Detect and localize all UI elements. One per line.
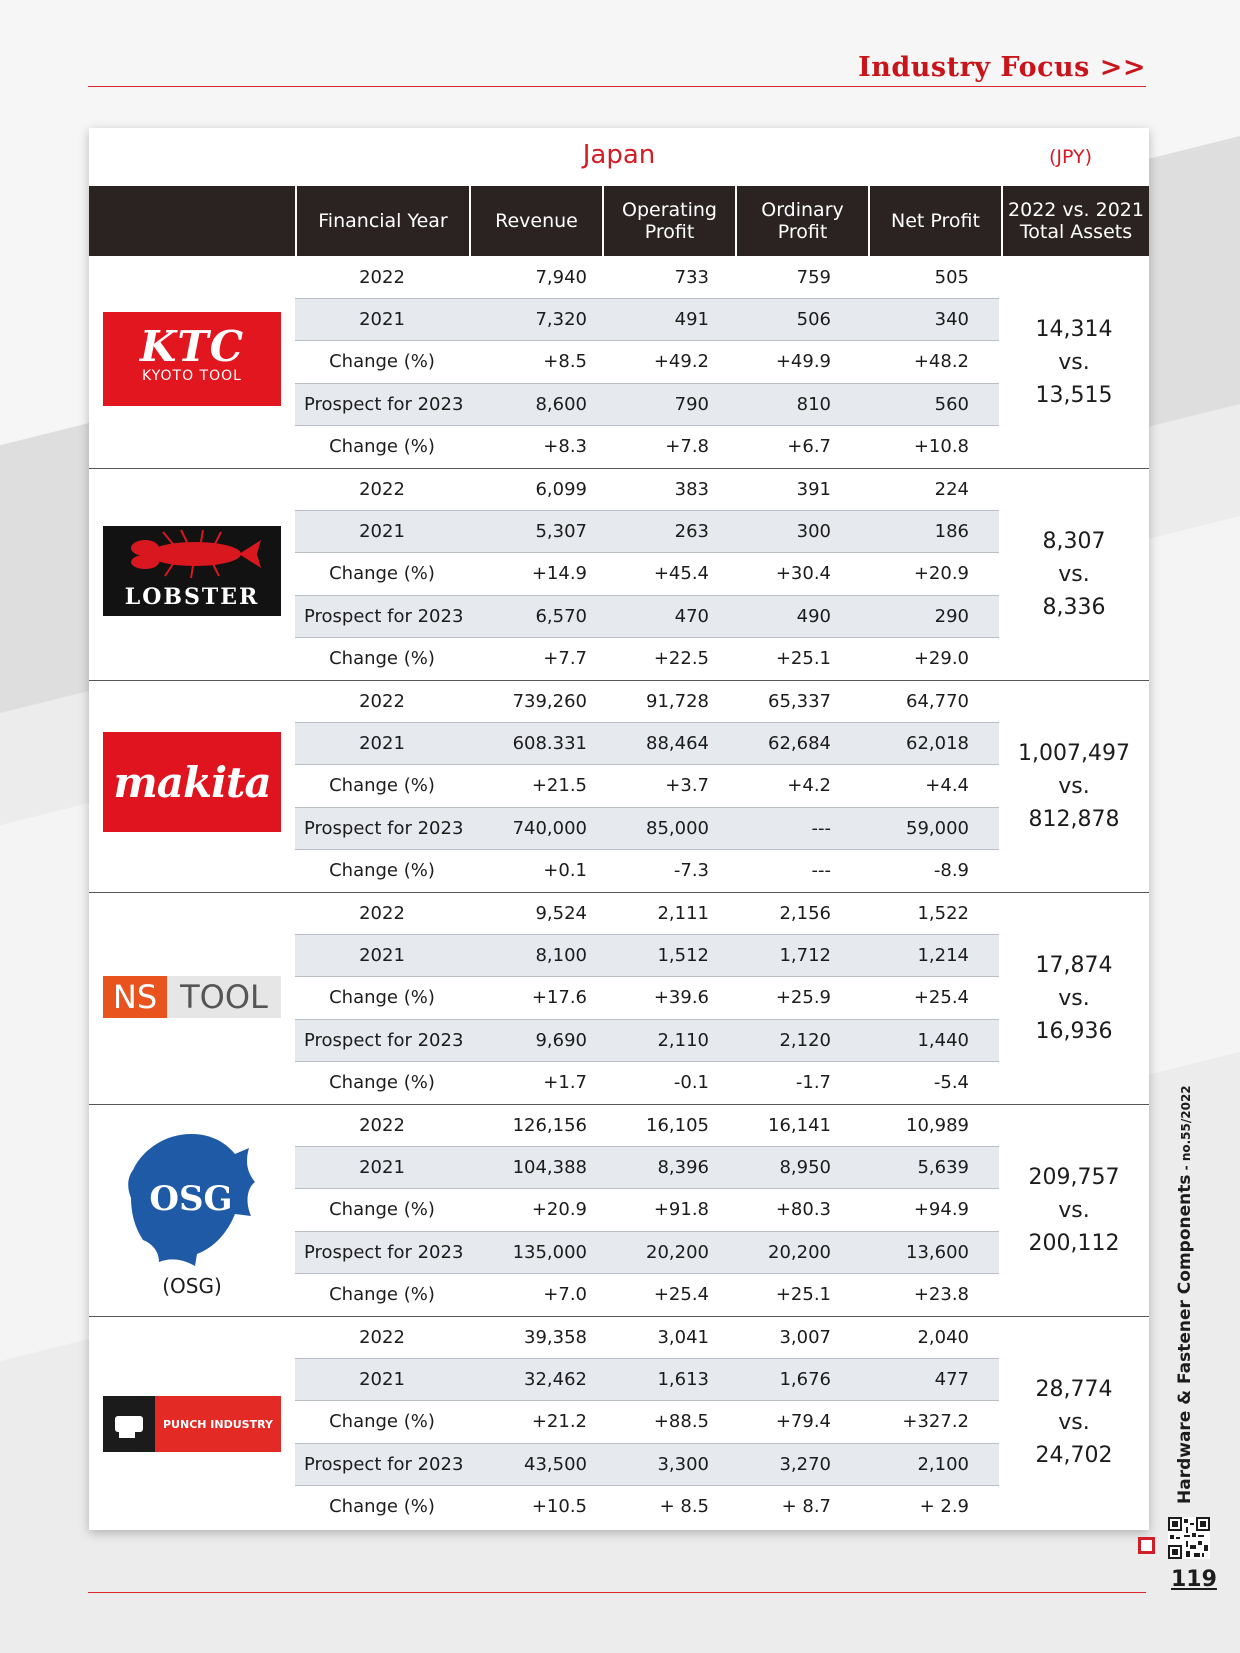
assets-vs-label: vs. (1058, 985, 1090, 1011)
cell-ordinary-profit: +79.4 (775, 1411, 831, 1433)
table-row (295, 1062, 999, 1104)
total-assets-cell (999, 256, 1149, 468)
table-row (295, 1019, 999, 1061)
cell-revenue: 8,600 (535, 393, 587, 415)
currency-label: (JPY) (1049, 146, 1093, 168)
cell-financial-year: Change (%) (329, 1199, 435, 1221)
cell-revenue: +8.5 (543, 351, 587, 373)
cell-revenue: 6,099 (535, 478, 587, 500)
cell-ordinary-profit: 2,120 (779, 1029, 831, 1051)
table-row (295, 1146, 999, 1188)
cell-ordinary-profit: 2,156 (779, 902, 831, 924)
cell-ordinary-profit: --- (811, 817, 831, 839)
table-row (295, 1443, 999, 1485)
cell-net-profit: +25.4 (913, 987, 969, 1009)
cell-operating-profit: +49.2 (653, 351, 709, 373)
table-row (295, 1401, 999, 1443)
cell-operating-profit: +7.8 (665, 436, 709, 458)
cell-revenue: +21.5 (531, 775, 587, 797)
cell-revenue: 739,260 (512, 690, 587, 712)
cell-net-profit: 64,770 (906, 690, 969, 712)
company-logo-cell (89, 468, 295, 680)
cell-ordinary-profit: +49.9 (775, 351, 831, 373)
footer-rule (88, 1592, 1146, 1593)
cell-financial-year: 2021 (359, 945, 405, 967)
qr-code-icon (1168, 1517, 1210, 1559)
cell-financial-year: 2022 (359, 478, 405, 500)
table-row (295, 383, 999, 425)
header-total-assets: 2022 vs. 2021 Total Assets (1001, 186, 1149, 256)
table-row (295, 341, 999, 383)
cell-operating-profit: 85,000 (646, 817, 709, 839)
cell-ordinary-profit: 506 (796, 309, 831, 331)
cell-ordinary-profit: 20,200 (768, 1241, 831, 1263)
cell-ordinary-profit: 1,712 (779, 945, 831, 967)
table-row (295, 553, 999, 595)
assets-value: 1,007,497 (1018, 740, 1130, 766)
header-net-profit: Net Profit (868, 186, 1001, 256)
cell-ordinary-profit: 3,270 (779, 1453, 831, 1475)
cell-financial-year: 2021 (359, 521, 405, 543)
cell-financial-year: Prospect for 2023 (304, 393, 464, 415)
cell-financial-year: 2022 (359, 902, 405, 924)
ktc-logo: KTC KYOTO TOOL (103, 312, 281, 406)
cell-operating-profit: 91,728 (646, 690, 709, 712)
cell-ordinary-profit: +80.3 (775, 1199, 831, 1221)
cell-operating-profit: 88,464 (646, 733, 709, 755)
cell-net-profit: +94.9 (913, 1199, 969, 1221)
cell-ordinary-profit: 810 (796, 393, 831, 415)
country-title: Japan (582, 140, 656, 170)
total-assets-cell (999, 1104, 1149, 1316)
table-row (295, 298, 999, 340)
cell-revenue: 6,570 (535, 605, 587, 627)
cell-ordinary-profit: 1,676 (779, 1369, 831, 1391)
cell-financial-year: Prospect for 2023 (304, 1241, 464, 1263)
cell-operating-profit: 1,512 (657, 945, 709, 967)
assets-value: 28,774 (1035, 1376, 1113, 1402)
cell-financial-year: Change (%) (329, 1284, 435, 1306)
cell-revenue: +21.2 (531, 1411, 587, 1433)
cell-operating-profit: +88.5 (653, 1411, 709, 1433)
cell-operating-profit: +39.6 (653, 987, 709, 1009)
cell-ordinary-profit: 759 (796, 266, 831, 288)
cell-net-profit: 477 (934, 1369, 969, 1391)
cell-operating-profit: 2,110 (657, 1029, 709, 1051)
cell-net-profit: +48.2 (913, 351, 969, 373)
assets-value: 14,314 (1035, 316, 1113, 342)
cell-revenue: +7.7 (543, 648, 587, 670)
cell-net-profit: -8.9 (933, 860, 969, 882)
assets-value: 8,307 (1042, 528, 1106, 554)
cell-revenue: 39,358 (524, 1326, 587, 1348)
cell-net-profit: 13,600 (906, 1241, 969, 1263)
cell-net-profit: 62,018 (906, 733, 969, 755)
cell-ordinary-profit: 16,141 (768, 1114, 831, 1136)
cell-net-profit: 290 (934, 605, 969, 627)
cell-operating-profit: +91.8 (653, 1199, 709, 1221)
cell-operating-profit: 733 (674, 266, 709, 288)
cell-revenue: +14.9 (531, 563, 587, 585)
page-number: 119 (1171, 1567, 1217, 1592)
cell-revenue: +20.9 (531, 1199, 587, 1221)
table-row (295, 892, 999, 934)
cell-ordinary-profit: + 8.7 (781, 1496, 831, 1518)
assets-vs-label: vs. (1058, 349, 1090, 375)
cell-revenue: +7.0 (543, 1284, 587, 1306)
cell-financial-year: Change (%) (329, 1496, 435, 1518)
company-block (89, 468, 1149, 680)
cell-revenue: 7,940 (535, 266, 587, 288)
table-row (295, 638, 999, 680)
total-assets-cell (999, 1316, 1149, 1528)
table-row (295, 256, 999, 298)
cell-financial-year: 2022 (359, 1114, 405, 1136)
cell-net-profit: 560 (934, 393, 969, 415)
cell-net-profit: 224 (934, 478, 969, 500)
company-logo-cell (89, 256, 295, 468)
fist-icon (103, 1396, 155, 1452)
table-row (295, 595, 999, 637)
company-logo-cell (89, 680, 295, 892)
cell-financial-year: Change (%) (329, 860, 435, 882)
assets-vs-label: vs. (1058, 773, 1090, 799)
cell-financial-year: Change (%) (329, 563, 435, 585)
cell-ordinary-profit: 8,950 (779, 1157, 831, 1179)
table-row (295, 1486, 999, 1528)
assets-value: 209,757 (1028, 1164, 1120, 1190)
table-row (295, 1358, 999, 1400)
cell-operating-profit: + 8.5 (659, 1496, 709, 1518)
table-row (295, 722, 999, 764)
table-header (89, 186, 1149, 256)
cell-financial-year: 2022 (359, 266, 405, 288)
lobster-logo: LOBSTER (103, 526, 281, 616)
table-row (295, 807, 999, 849)
assets-value: 8,336 (1042, 594, 1106, 620)
cell-revenue: 135,000 (512, 1241, 587, 1263)
cell-operating-profit: 8,396 (657, 1157, 709, 1179)
cell-net-profit: 59,000 (906, 817, 969, 839)
company-block (89, 680, 1149, 892)
magazine-name: Hardware & Fastener Components - no.55/2022 (1175, 1085, 1195, 1504)
cell-revenue: 608.331 (512, 733, 587, 755)
punch-industry-logo: PUNCH INDUSTRY (103, 1396, 281, 1452)
assets-value: 200,112 (1028, 1230, 1120, 1256)
page-bullet-icon (1138, 1537, 1155, 1554)
cell-ordinary-profit: --- (811, 860, 831, 882)
cell-net-profit: 186 (934, 521, 969, 543)
cell-net-profit: +4.4 (925, 775, 969, 797)
assets-vs-label: vs. (1058, 1197, 1090, 1223)
cell-operating-profit: 16,105 (646, 1114, 709, 1136)
table-row (295, 680, 999, 722)
cell-ordinary-profit: 490 (796, 605, 831, 627)
cell-financial-year: Prospect for 2023 (304, 1029, 464, 1051)
cell-financial-year: 2021 (359, 1157, 405, 1179)
cell-revenue: 5,307 (535, 521, 587, 543)
total-assets-cell (999, 468, 1149, 680)
cell-ordinary-profit: +6.7 (787, 436, 831, 458)
table-row (295, 426, 999, 468)
cell-operating-profit: 790 (674, 393, 709, 415)
cell-financial-year: Change (%) (329, 351, 435, 373)
table-row (295, 1231, 999, 1273)
cell-ordinary-profit: +4.2 (787, 775, 831, 797)
cell-revenue: +1.7 (543, 1072, 587, 1094)
total-assets-cell (999, 892, 1149, 1104)
cell-net-profit: 2,040 (917, 1326, 969, 1348)
cell-operating-profit: 3,041 (657, 1326, 709, 1348)
financial-table-card (89, 128, 1149, 1530)
assets-value: 24,702 (1035, 1442, 1113, 1468)
header-operating-profit: Operating Profit (602, 186, 735, 256)
cell-ordinary-profit: 65,337 (768, 690, 831, 712)
cell-revenue: 8,100 (535, 945, 587, 967)
lobster-icon (103, 526, 281, 586)
cell-revenue: 126,156 (512, 1114, 587, 1136)
cell-operating-profit: 263 (674, 521, 709, 543)
table-row (295, 468, 999, 510)
cell-net-profit: 1,214 (917, 945, 969, 967)
cell-operating-profit: 20,200 (646, 1241, 709, 1263)
total-assets-cell (999, 680, 1149, 892)
cell-ordinary-profit: 391 (796, 478, 831, 500)
assets-value: 812,878 (1028, 806, 1120, 832)
cell-revenue: 9,524 (535, 902, 587, 924)
cell-revenue: 43,500 (524, 1453, 587, 1475)
cell-ordinary-profit: +25.9 (775, 987, 831, 1009)
cell-financial-year: Prospect for 2023 (304, 817, 464, 839)
cell-operating-profit: 470 (674, 605, 709, 627)
makita-logo: makita (103, 732, 281, 832)
section-title: Industry Focus >> (858, 52, 1146, 83)
header-ordinary-profit: Ordinary Profit (735, 186, 868, 256)
cell-revenue: +0.1 (543, 860, 587, 882)
osg-monogram: OSG (149, 1179, 233, 1219)
company-block (89, 1104, 1149, 1316)
cell-net-profit: 505 (934, 266, 969, 288)
cell-net-profit: +327.2 (902, 1411, 969, 1433)
cell-operating-profit: 3,300 (657, 1453, 709, 1475)
cell-operating-profit: 1,613 (657, 1369, 709, 1391)
cell-net-profit: 340 (934, 309, 969, 331)
cell-financial-year: Change (%) (329, 987, 435, 1009)
cell-operating-profit: +25.4 (653, 1284, 709, 1306)
cell-revenue: +17.6 (531, 987, 587, 1009)
cell-revenue: +8.3 (543, 436, 587, 458)
cell-operating-profit: 491 (674, 309, 709, 331)
table-row (295, 765, 999, 807)
assets-value: 16,936 (1035, 1018, 1113, 1044)
osg-caption: (OSG) (162, 1274, 222, 1298)
cell-net-profit: 5,639 (917, 1157, 969, 1179)
cell-ordinary-profit: +30.4 (775, 563, 831, 585)
cell-revenue: 104,388 (512, 1157, 587, 1179)
cell-financial-year: Prospect for 2023 (304, 1453, 464, 1475)
header-financial-year: Financial Year (295, 186, 469, 256)
cell-net-profit: -5.4 (933, 1072, 969, 1094)
cell-financial-year: Change (%) (329, 1411, 435, 1433)
cell-operating-profit: +22.5 (653, 648, 709, 670)
company-logo-cell (89, 892, 295, 1104)
cell-financial-year: 2022 (359, 690, 405, 712)
cell-net-profit: 1,440 (917, 1029, 969, 1051)
cell-revenue: 740,000 (512, 817, 587, 839)
cell-net-profit: +20.9 (913, 563, 969, 585)
cell-net-profit: 10,989 (906, 1114, 969, 1136)
cell-ordinary-profit: 300 (796, 521, 831, 543)
cell-operating-profit: +45.4 (653, 563, 709, 585)
table-row (295, 977, 999, 1019)
cell-operating-profit: +3.7 (665, 775, 709, 797)
cell-financial-year: 2022 (359, 1326, 405, 1348)
cell-operating-profit: -0.1 (673, 1072, 709, 1094)
cell-net-profit: +23.8 (913, 1284, 969, 1306)
cell-revenue: +10.5 (531, 1496, 587, 1518)
cell-net-profit: +10.8 (913, 436, 969, 458)
osg-logo-icon (125, 1128, 257, 1268)
company-block (89, 1316, 1149, 1528)
cell-financial-year: Change (%) (329, 775, 435, 797)
company-logo-cell (89, 1104, 295, 1316)
cell-operating-profit: 2,111 (657, 902, 709, 924)
cell-revenue: 7,320 (535, 309, 587, 331)
cell-operating-profit: 383 (674, 478, 709, 500)
cell-financial-year: 2021 (359, 733, 405, 755)
cell-financial-year: Prospect for 2023 (304, 605, 464, 627)
assets-vs-label: vs. (1058, 561, 1090, 587)
cell-net-profit: +29.0 (913, 648, 969, 670)
table-row (295, 510, 999, 552)
cell-ordinary-profit: +25.1 (775, 648, 831, 670)
ns-tool-logo: NS TOOL (103, 976, 281, 1018)
cell-ordinary-profit: -1.7 (795, 1072, 831, 1094)
cell-net-profit: + 2.9 (919, 1496, 969, 1518)
cell-revenue: 32,462 (524, 1369, 587, 1391)
cell-financial-year: Change (%) (329, 648, 435, 670)
cell-financial-year: 2021 (359, 1369, 405, 1391)
assets-vs-label: vs. (1058, 1409, 1090, 1435)
cell-ordinary-profit: 62,684 (768, 733, 831, 755)
header-rule (88, 86, 1146, 87)
cell-ordinary-profit: 3,007 (779, 1326, 831, 1348)
company-logo-cell (89, 1316, 295, 1528)
cell-financial-year: 2021 (359, 309, 405, 331)
table-row (295, 934, 999, 976)
company-block (89, 892, 1149, 1104)
cell-ordinary-profit: +25.1 (775, 1284, 831, 1306)
company-block (89, 256, 1149, 468)
cell-operating-profit: -7.3 (673, 860, 709, 882)
table-row (295, 850, 999, 892)
cell-financial-year: Change (%) (329, 436, 435, 458)
cell-net-profit: 2,100 (917, 1453, 969, 1475)
cell-financial-year: Change (%) (329, 1072, 435, 1094)
table-row (295, 1104, 999, 1146)
cell-net-profit: 1,522 (917, 902, 969, 924)
cell-revenue: 9,690 (535, 1029, 587, 1051)
header-revenue: Revenue (469, 186, 602, 256)
table-row (295, 1189, 999, 1231)
table-row (295, 1316, 999, 1358)
table-row (295, 1274, 999, 1316)
assets-value: 17,874 (1035, 952, 1113, 978)
assets-value: 13,515 (1035, 382, 1113, 408)
